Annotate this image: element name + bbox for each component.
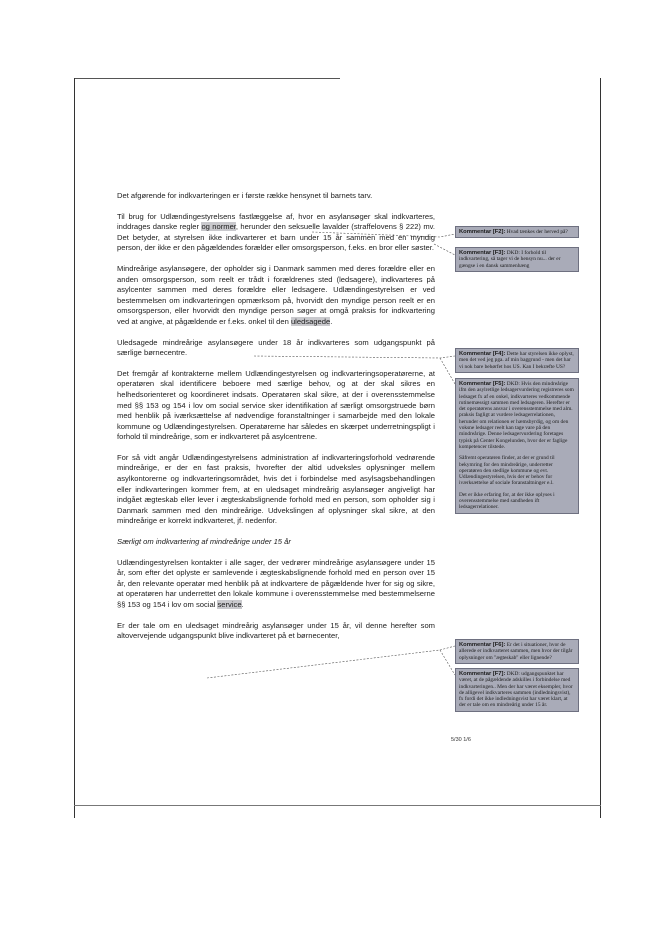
leader-f3 <box>434 244 455 255</box>
page-number: 5/30 1/6 <box>451 737 471 743</box>
highlight-uledsagede[interactable]: uledsagede <box>290 316 331 326</box>
comment-f3[interactable] <box>455 247 579 272</box>
paragraph-2: Til brug for Udlændingestyrelsens fastlæggelse af, hvor en asylansøger skal indkvarteres, inddrages danske regler og normer, herunder den seksuelle lavalder (straffelovens § 222) mv. Det betyder, at styrelsen ikke indkvarterer et barn under 15 år sammen med en myndig person, der ikke er den pågældendes forælder eller omsorgsperson, f.eks. en bror eller søster. <box>117 211 436 253</box>
section-heading: Særligt om indkvartering af mindreårige under 15 år <box>117 537 291 547</box>
comment-text-3: Det er ikke erfaring for, at der ikke oplyses i overensstemmelse med sandheden ift ledsagerrelationer. <box>459 491 555 511</box>
comment-label: Kommentar [F2]: <box>459 229 506 235</box>
comment-f7[interactable] <box>455 668 579 712</box>
comment-label: Kommentar [F4]: <box>459 351 506 357</box>
comment-label: Kommentar [F6]: <box>459 642 506 648</box>
paragraph-1: Det afgørende for indkvarteringen er i første række hensynet til barnets tarv. <box>117 191 373 200</box>
paragraph-6: For så vidt angår Udlændingestyrelsens administration af indkvarteringsforhold vedrørende mindreårige, er der en fast praksis, hvorefter der altid udveksles oplysninger mellem asylkontorerne og indkvarteringsområdet, hvis det i forbindelse med asylsagsbehandlingen eller indkvarteringen kommer frem, at en uledsaget mindreårig asylansøger angiveligt har indgået ægteskab eller lever i ægteskabslignende forhold med en person, som opholder sig i Danmark sammen med den mindreårige. Udvekslingen af oplysninger skal sikre, at den mindreårige er korrekt indkvarteret, jf. nedenfor. <box>117 452 435 526</box>
comment-f4[interactable] <box>455 348 579 373</box>
paragraph-3: Mindreårige asylansøgere, der opholder sig i Danmark sammen med deres forældre eller en anden omsorgsperson, som reelt er trådt i forældrenes sted (ledsagere), indkvarteres på asylcenter sammen med deres forældre eller ledsagere. Udlændingestyrelsen er ved bestemmelsen om indkvarteringen opmærksom på, hvorvidt den myndige person reelt er en omsorgsperson, eller hvorvidt den myndige person søger at omgå praksis for indkvartering ved at angive, at pågældende er f.eks. onkel til den uledsagede. <box>117 263 435 326</box>
highlight-og-normer[interactable]: og normer <box>201 222 236 232</box>
comment-text-2: Såfremt operatøren finder, at der er grund til bekymring for den mindreårige, underretter operatøren den stedlige kommune og evt. Udlændingestyrelsen, hvis der er behov for iværksættelse af sociale foranstaltninger e.l. <box>459 455 555 487</box>
leader-f7 <box>440 650 455 675</box>
comment-f5[interactable] <box>455 378 579 514</box>
comment-text: DKD: udgangspunktet har været, at de pågældende adskilles i forbindelse med indkvarteringen.. Men der har været eksempler, hvor de alligevel indkvarteres sammen (indledningsvist), fx fordi det ikke indledningsvist har været klart, at der er tale om en mindreårig under 15 år. <box>459 671 573 709</box>
comment-text: Hvad tænkes der herved på? <box>506 229 568 235</box>
comment-text: Dette har styrelsen ikke oplyst, men det ved jeg pga. af min baggrund - men det har vi nok bare behørfet hos US. Kan I bekræfte US? <box>459 351 574 370</box>
paragraph-7: Udlændingestyrelsen kontakter i alle sager, der vedrører mindreårige asylansøgere under 15 år, som efter det oplyste er samlevende i ægteskabslignende forhold med en person over 15 år, den relevante operatør med henblik på at indkvartere de pågældende hver for sig og sikre, at operatøren har underrettet den lokale kommune i overensstemmelse med bestemmelserne §§ 153 og 154 i lov om social service. <box>117 557 435 609</box>
paragraph-5: Det fremgår af kontrakterne mellem Udlændingestyrelsen og indkvarteringsoperatørerne, at operatøren skal identificere beboere med særlige behov, og at der skal sikres en helhedsorienteret og koordineret indsats. Operatøren skal sikre, at der i overensstemmelse med §§ 153 og 154 i lov om social service sker identifikation af særligt omsorgstruede børn med henblik på iværksættelse af nødvendige foranstaltninger i samarbejde med den lokale kommune og Udlændingestyrelsen. Operatørerne har således en skærpet underretningspligt i forhold til mindreårige, som er indkvarteret på asylcentrene. <box>117 368 435 442</box>
comment-label: Kommentar [F7]: <box>459 671 506 677</box>
comment-f2[interactable] <box>455 226 579 238</box>
comment-label: Kommentar [F3]: <box>459 250 506 256</box>
comment-text: Er det i situationer, hvor de allerede er indkvarteret sammen, men hvor der tilgår oplysninger om "ægteskab" eller lignende? <box>459 642 573 661</box>
paragraph-8: Er der tale om en uledsaget mindreårig asylansøger under 15 år, vil denne herefter som altovervejende udgangspunkt blive indkvarteret på et børnecenter, <box>117 620 435 641</box>
comment-label: Kommentar [F5]: <box>459 381 506 387</box>
comment-text: DKD: I forhold til indkvartering, så tager vi de hensyn nu... der er gængse i en dansk sammenhæng <box>459 250 561 269</box>
highlight-service[interactable]: service <box>217 600 242 609</box>
leader-f5 <box>440 358 455 384</box>
paragraph-4: Uledsagede mindreårige asylansøgere under 18 år indkvarteres som udgangspunkt på særlige børnecentre. <box>117 337 435 358</box>
comment-text: DKD: Hvis den mindreårige ifm den asylretlige ledsagervurdering registreres som ledsaget fx af en onkel, indkvarteres vedkommende rutinemæssigt sammen med ledsageren. Herefter er det operatørens ansvar i overensstemmelse med alm. praksis fagligt at vurdere ledsagerrelationen, herunder om relationen er hæmsbyrdig, og om den voksne ledsager reelt kan tage vare på den mindreårige. Denne ledsagervurdering foretages typisk på Center Kongelunden, hvor der er faglige kompetencer tilstede. <box>459 381 574 450</box>
document-body <box>117 191 435 652</box>
comment-f6[interactable] <box>455 639 579 664</box>
